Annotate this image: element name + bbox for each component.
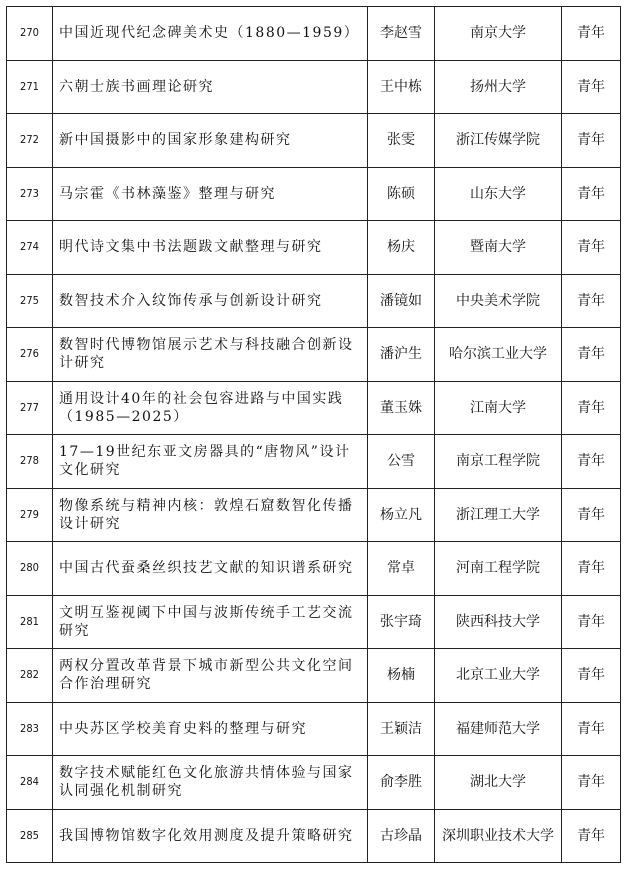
project-category: 青年 (562, 381, 621, 435)
principal-name: 公雪 (368, 435, 435, 489)
project-title: 17—19世纪东亚文房器具的“唐物风”设计文化研究 (53, 435, 368, 489)
project-category: 青年 (562, 167, 621, 221)
row-number: 279 (7, 488, 53, 542)
principal-name: 俞李胜 (368, 756, 435, 810)
institution: 湖北大学 (435, 756, 562, 810)
table-row (7, 756, 621, 810)
institution: 浙江传媒学院 (435, 114, 562, 168)
row-number: 283 (7, 702, 53, 756)
institution: 中央美术学院 (435, 274, 562, 328)
principal-name: 潘沪生 (368, 328, 435, 382)
institution: 北京工业大学 (435, 649, 562, 703)
principal-name: 陈硕 (368, 167, 435, 221)
project-category: 青年 (562, 7, 621, 61)
principal-name: 张宇琦 (368, 595, 435, 649)
table-row (7, 7, 621, 61)
principal-name: 张雯 (368, 114, 435, 168)
principal-name: 古珍晶 (368, 809, 435, 863)
row-number: 276 (7, 328, 53, 382)
project-category: 青年 (562, 809, 621, 863)
principal-name: 杨楠 (368, 649, 435, 703)
row-number: 271 (7, 60, 53, 114)
table-row (7, 167, 621, 221)
project-table-body (7, 7, 621, 863)
row-number: 270 (7, 7, 53, 61)
row-number: 282 (7, 649, 53, 703)
institution: 浙江理工大学 (435, 488, 562, 542)
project-title: 新中国摄影中的国家形象建构研究 (53, 114, 368, 168)
row-number: 284 (7, 756, 53, 810)
institution: 陕西科技大学 (435, 595, 562, 649)
row-number: 278 (7, 435, 53, 489)
table-row (7, 702, 621, 756)
principal-name: 杨庆 (368, 221, 435, 275)
row-number: 281 (7, 595, 53, 649)
project-title: 中国近现代纪念碑美术史（1880—1959） (53, 7, 368, 61)
institution: 江南大学 (435, 381, 562, 435)
table-row (7, 328, 621, 382)
project-category: 青年 (562, 542, 621, 596)
project-title: 文明互鉴视阈下中国与波斯传统手工艺交流研究 (53, 595, 368, 649)
table-row (7, 274, 621, 328)
project-title: 数智技术介入纹饰传承与创新设计研究 (53, 274, 368, 328)
project-category: 青年 (562, 274, 621, 328)
principal-name: 王中栋 (368, 60, 435, 114)
project-title: 我国博物馆数字化效用测度及提升策略研究 (53, 809, 368, 863)
project-title: 明代诗文集中书法题跋文献整理与研究 (53, 221, 368, 275)
project-category: 青年 (562, 595, 621, 649)
project-title: 两权分置改革背景下城市新型公共文化空间合作治理研究 (53, 649, 368, 703)
project-title: 六朝士族书画理论研究 (53, 60, 368, 114)
project-table (6, 6, 621, 863)
project-category: 青年 (562, 435, 621, 489)
row-number: 285 (7, 809, 53, 863)
table-row (7, 114, 621, 168)
institution: 福建师范大学 (435, 702, 562, 756)
table-row (7, 649, 621, 703)
table-row (7, 488, 621, 542)
table-row (7, 221, 621, 275)
principal-name: 常卓 (368, 542, 435, 596)
table-row (7, 60, 621, 114)
project-category: 青年 (562, 488, 621, 542)
project-title: 数字技术赋能红色文化旅游共情体验与国家认同强化机制研究 (53, 756, 368, 810)
institution: 山东大学 (435, 167, 562, 221)
table-row (7, 381, 621, 435)
project-list (6, 6, 621, 863)
project-category: 青年 (562, 60, 621, 114)
project-category: 青年 (562, 328, 621, 382)
project-title: 物像系统与精神内核：敦煌石窟数智化传播设计研究 (53, 488, 368, 542)
institution: 深圳职业技术大学 (435, 809, 562, 863)
institution: 哈尔滨工业大学 (435, 328, 562, 382)
row-number: 280 (7, 542, 53, 596)
project-category: 青年 (562, 756, 621, 810)
institution: 南京大学 (435, 7, 562, 61)
principal-name: 潘镜如 (368, 274, 435, 328)
row-number: 275 (7, 274, 53, 328)
project-title: 通用设计40年的社会包容进路与中国实践（1985—2025） (53, 381, 368, 435)
institution: 扬州大学 (435, 60, 562, 114)
project-title: 数智时代博物馆展示艺术与科技融合创新设计研究 (53, 328, 368, 382)
table-row (7, 595, 621, 649)
row-number: 277 (7, 381, 53, 435)
project-title: 中央苏区学校美育史料的整理与研究 (53, 702, 368, 756)
institution: 河南工程学院 (435, 542, 562, 596)
principal-name: 李赵雪 (368, 7, 435, 61)
table-row (7, 435, 621, 489)
institution: 南京工程学院 (435, 435, 562, 489)
table-row (7, 542, 621, 596)
row-number: 272 (7, 114, 53, 168)
project-category: 青年 (562, 702, 621, 756)
project-category: 青年 (562, 221, 621, 275)
project-title: 马宗霍《书林藻鉴》整理与研究 (53, 167, 368, 221)
project-category: 青年 (562, 114, 621, 168)
principal-name: 杨立凡 (368, 488, 435, 542)
institution: 暨南大学 (435, 221, 562, 275)
table-row (7, 809, 621, 863)
project-title: 中国古代蚕桑丝织技艺文献的知识谱系研究 (53, 542, 368, 596)
project-category: 青年 (562, 649, 621, 703)
row-number: 273 (7, 167, 53, 221)
principal-name: 董玉姝 (368, 381, 435, 435)
row-number: 274 (7, 221, 53, 275)
principal-name: 王颖洁 (368, 702, 435, 756)
